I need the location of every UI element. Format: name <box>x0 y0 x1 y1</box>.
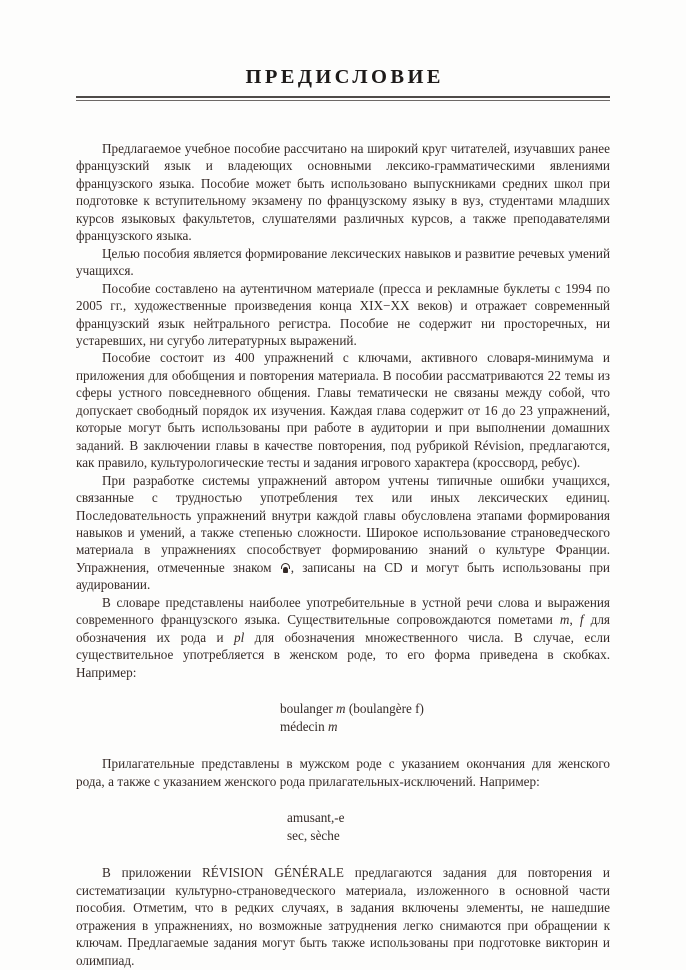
page-content <box>76 0 610 969</box>
gender-marker-feminine: f <box>579 612 584 628</box>
page-title: ПРЕДИСЛОВИЕ <box>245 66 444 88</box>
noun-word: boulanger <box>280 701 333 717</box>
revision-generale-label: RÉVISION GÉNÉRALE <box>202 865 344 881</box>
paragraph-methodology-text-2: , записаны на CD и могут быть использованы при аудировании. <box>76 559 610 593</box>
gender-marker-separator: , <box>569 612 580 628</box>
title-rules <box>76 96 610 101</box>
paragraph-revision-text-1: В приложении <box>102 865 202 881</box>
paragraph-dictionary-text-2: для обозначения их рода и <box>76 612 610 645</box>
title-block <box>76 66 610 101</box>
adjective-example-row: amusant,-e <box>287 810 345 826</box>
body-text <box>76 140 610 969</box>
noun-example-row <box>76 700 610 718</box>
paragraph-adjectives: Прилагательные представлены в мужском роде с указанием окончания для женского рода, а также с указанием женского рода прилагательных-исключений. Например: <box>76 756 610 789</box>
adjective-examples-block <box>76 809 610 844</box>
paragraph-structure-text-2: , предлагаются, как правило, культурологические тесты и задания игрового характера (кроссворд, ребус). <box>76 437 610 471</box>
headphones-head <box>283 567 288 573</box>
paragraph-dictionary-text-3: для обозначения множественного числа. В случае, если существительное употребляется в женском роде, то его форма приведена в скобках. Например: <box>76 629 610 680</box>
paragraph-structure <box>76 349 610 471</box>
noun-gender: m <box>336 701 346 717</box>
gender-marker-plural: pl <box>233 629 245 645</box>
paragraph-sources: Пособие составлено на аутентичном материале (пресса и рекламные буклеты с 1994 по 2005 гг., художественные произведения конца XIX−XX веков) и отражает современный французский язык нейтрального регистра. Пособие не содержит ни просторечных, ни устаревших, ни сугубо литературных выражений. <box>76 280 610 349</box>
noun-gender: m <box>327 718 338 734</box>
noun-example-row <box>76 718 610 736</box>
paragraph-revision-text-2: предлагаются задания для повторения и систематизации культурно-страноведческого материала, изложенного в основной части пособия. Отметим, что в редких случаях, в задания включены элементы, не нашедшие отражения в упражнениях, но возможные затруднения легко снимаются при обращении к ключам. Предлагаемые задания могут быть также использованы при подготовке викторин и олимпиад. <box>76 865 610 968</box>
title-rule-thin <box>76 100 610 102</box>
noun-examples-block <box>76 700 610 735</box>
noun-feminine-form: (boulangère f) <box>348 701 424 717</box>
paragraph-goal: Целью пособия является формирование лексических навыков и развитие речевых умений учащихся. <box>76 245 610 279</box>
gender-marker-masculine: m <box>559 612 570 628</box>
paragraph-methodology <box>76 472 610 594</box>
headphones-icon <box>281 563 290 573</box>
paragraph-intro-audience: Предлагаемое учебное пособие рассчитано на широкий круг читателей, изучавших ранее французский язык и владеющих основными лексико-грамматическими явлениями французского языка. Пособие может быть использовано выпускниками средних школ при подготовке к вступительному экзамену по французскому языку в вуз, студентами младших курсов языковых факультетов, слушателями различных курсов, а также преподавателями французского языка. <box>76 141 610 244</box>
paragraph-dictionary <box>76 594 610 681</box>
paragraph-revision-generale <box>76 864 610 969</box>
paragraph-methodology-text-1: При разработке системы упражнений автором учтены типичные ошибки учащихся, связанные с трудностью употребления тех или иных лексических единиц. Последовательность упражнений внутри каждой главы обусловлена этапами формирования навыков и умений, а также степенью сложности. Широкое использование страноведческого материала в упражнениях способствует формированию знаний о культуре Франции. Упражнения, отмеченные знаком <box>76 472 610 575</box>
paragraph-dictionary-text-1: В словаре представлены наиболее употребительные в устной речи слова и выражения современного французского языка. Существительные сопровождаются пометами <box>76 594 610 628</box>
noun-word: médecin <box>280 718 325 734</box>
adjective-example-row: sec, sèche <box>287 827 340 843</box>
revision-rubric-label: Révision <box>473 437 521 453</box>
paragraph-structure-text-1: Пособие состоит из 400 упражнений с ключами, активного словаря-минимума и приложения для обобщения и повторения материала. В пособии рассматриваются 22 темы из сферы устного повседневного общения. Главы тематически не связаны между собой, что допускает свободный порядок их изучения. Каждая глава содержит от 16 до 23 упражнений, которые могут быть использованы при работе в аудитории и при выполнении домашних заданий. В заключении главы в качестве повторения, под рубрикой <box>76 350 610 453</box>
